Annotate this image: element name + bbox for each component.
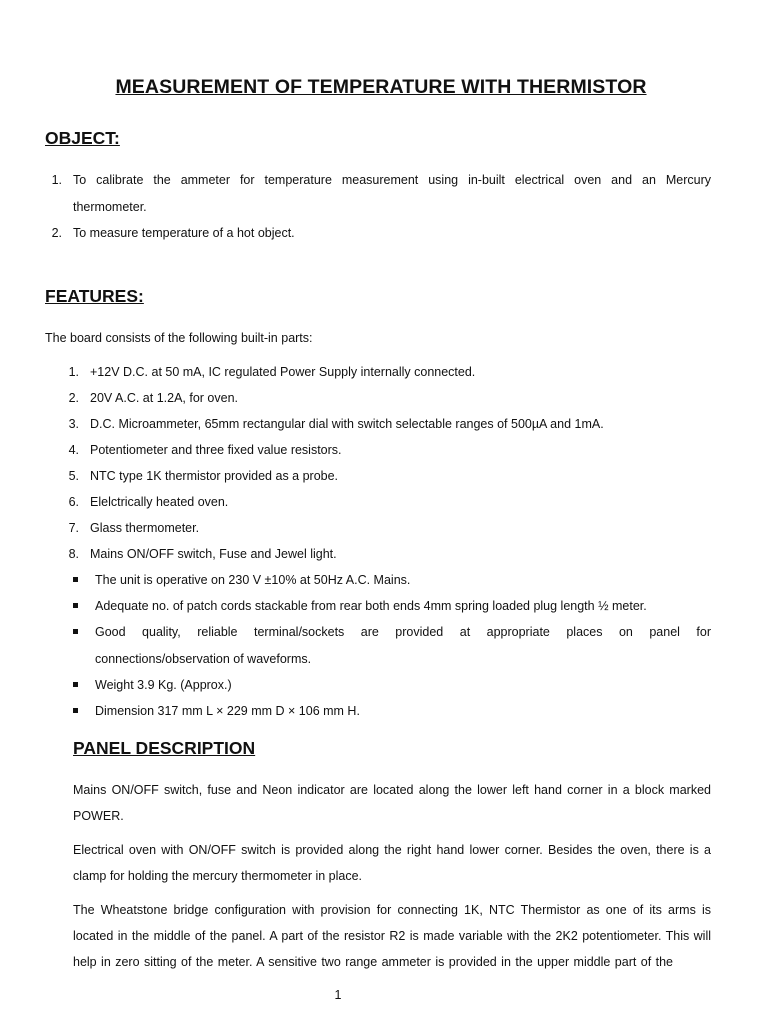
list-number: 6. xyxy=(68,495,79,509)
paragraph-line: help in zero sitting of the meter. A sensitive two range ammeter is provided in the upper middle part of the xyxy=(73,955,673,969)
list-item-text: Glass thermometer. xyxy=(90,521,200,535)
panel-heading: PANEL DESCRIPTION xyxy=(73,738,256,758)
list-item-text: Potentiometer and three fixed value resistors. xyxy=(90,443,342,457)
paragraph-line: clamp for holding the mercury thermometer in place. xyxy=(73,869,363,883)
page-number: 1 xyxy=(334,988,342,1002)
list-item-text: thermometer. xyxy=(73,200,147,214)
list-number: 2. xyxy=(51,226,62,240)
bullet-text: Good quality, reliable terminal/sockets are provided at appropriate places on panel for xyxy=(95,625,711,639)
document-title: MEASUREMENT OF TEMPERATURE WITH THERMISTOR xyxy=(115,76,647,98)
features-intro: The board consists of the following built-in parts: xyxy=(45,331,313,345)
list-number: 3. xyxy=(68,417,79,431)
list-number: 5. xyxy=(68,469,79,483)
list-item-text: 20V A.C. at 1.2A, for oven. xyxy=(90,391,239,405)
features-heading: FEATURES: xyxy=(45,286,144,306)
paragraph-line: POWER. xyxy=(73,809,124,823)
list-item-text: D.C. Microammeter, 65mm rectangular dial with switch selectable ranges of 500µA and 1mA. xyxy=(90,417,604,431)
list-item-text: +12V D.C. at 50 mA, IC regulated Power Supply internally connected. xyxy=(90,365,476,379)
list-number: 1. xyxy=(51,173,62,187)
paragraph-line: Electrical oven with ON/OFF switch is provided along the right hand lower corner. Besides the oven, there is a xyxy=(73,843,711,857)
bullet-marker xyxy=(73,577,78,582)
object-heading: OBJECT: xyxy=(45,128,120,148)
paragraph-line: The Wheatstone bridge configuration with provision for connecting 1K, NTC Thermistor as one of its arms is xyxy=(73,903,711,917)
list-item-text: Elelctrically heated oven. xyxy=(90,495,229,509)
bullet-text: connections/observation of waveforms. xyxy=(95,652,312,666)
paragraph-line: Mains ON/OFF switch, fuse and Neon indicator are located along the lower left hand corner in a block marked xyxy=(73,783,711,797)
bullet-marker xyxy=(73,629,78,634)
list-item-text: To measure temperature of a hot object. xyxy=(73,226,295,240)
list-number: 2. xyxy=(68,391,79,405)
list-number: 8. xyxy=(68,547,79,561)
bullet-marker xyxy=(73,603,78,608)
list-item-text: To calibrate the ammeter for temperature measurement using in-built electrical oven and an Mercury xyxy=(73,173,711,187)
bullet-text: Dimension 317 mm L × 229 mm D × 106 mm H. xyxy=(95,704,360,718)
bullet-marker xyxy=(73,682,78,687)
bullet-text: Adequate no. of patch cords stackable from rear both ends 4mm spring loaded plug length ½ meter. xyxy=(95,599,647,613)
list-number: 7. xyxy=(68,521,79,535)
list-number: 1. xyxy=(68,365,79,379)
bullet-text: The unit is operative on 230 V ±10% at 50Hz A.C. Mains. xyxy=(95,573,411,587)
bullet-text: Weight 3.9 Kg. (Approx.) xyxy=(95,678,232,692)
paragraph-line: located in the middle of the panel. A part of the resistor R2 is made variable with the 2K2 potentiometer. This will xyxy=(73,929,711,943)
bullet-marker xyxy=(73,708,78,713)
list-number: 4. xyxy=(68,443,79,457)
list-item-text: Mains ON/OFF switch, Fuse and Jewel light. xyxy=(90,547,337,561)
list-item-text: NTC type 1K thermistor provided as a probe. xyxy=(90,469,339,483)
